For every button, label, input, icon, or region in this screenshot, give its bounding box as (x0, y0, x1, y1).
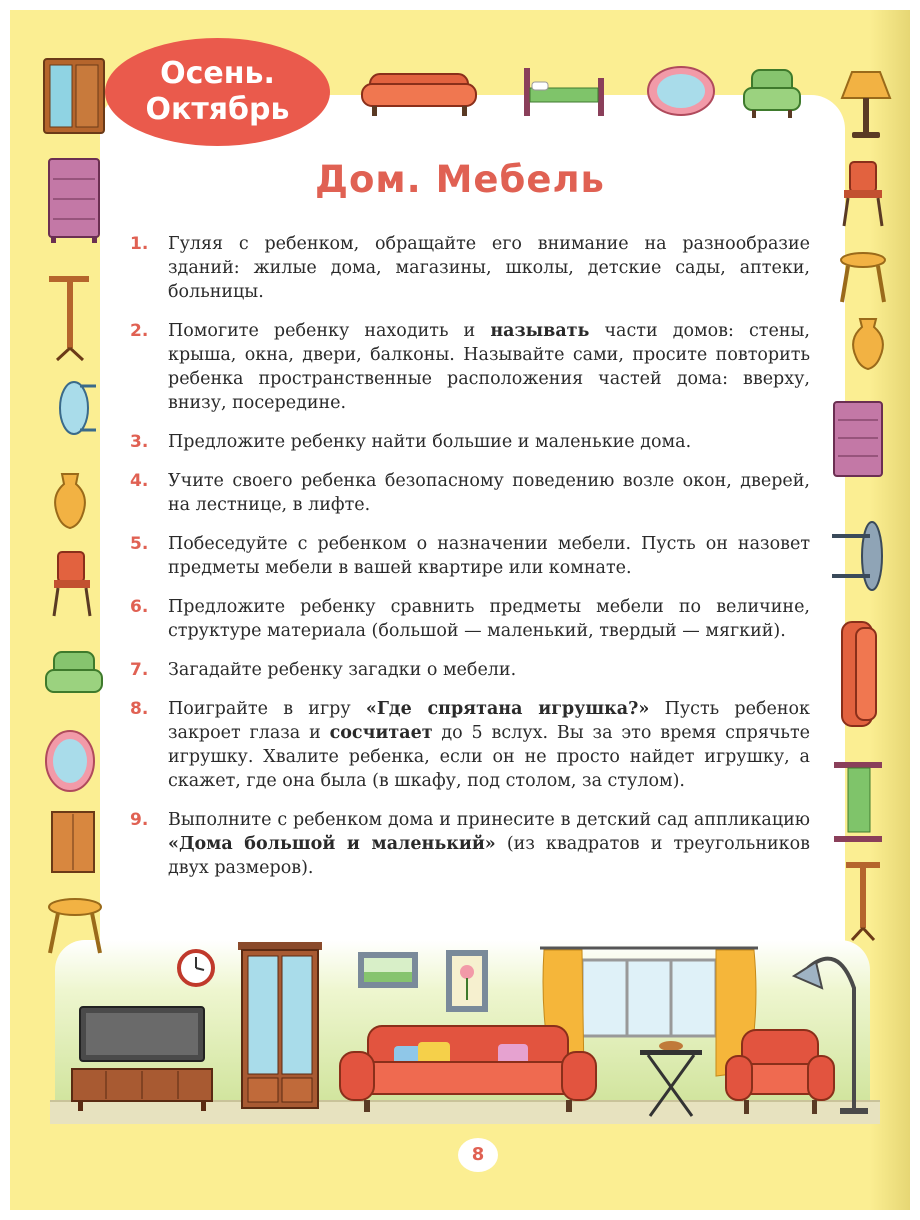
item-text-bold: называть (490, 321, 590, 341)
item-text-part: Предложите ребенку сравнить предметы мебели по величине, структуре материала (большой — маленький, твердый — мягкий). (168, 597, 810, 641)
list-item (130, 595, 810, 643)
mirror-icon (42, 728, 98, 794)
recommendations-list (130, 232, 810, 895)
stool-icon (836, 250, 890, 306)
list-item (130, 430, 810, 454)
season-badge-line1: Осень. (160, 56, 275, 91)
list-item (130, 532, 810, 580)
coat-rack-icon (842, 858, 886, 944)
wardrobe-icon (48, 808, 98, 878)
item-text-part: части домов: стены, крыша, окна, двери, балконы. Называйте сами, просите повторить ребенка пространственные расположения частей дома: вверху, внизу, посередине. (168, 321, 810, 413)
tv-icon (70, 1005, 214, 1113)
table-icon (48, 378, 100, 444)
item-text-bold: «Где спрятана игрушка?» (365, 699, 650, 719)
dresser-icon (830, 398, 886, 484)
sofa-icon (834, 618, 882, 730)
item-text (168, 469, 810, 517)
item-number: 5. (130, 534, 149, 554)
armchair-icon (742, 66, 802, 120)
list-item (130, 232, 810, 304)
item-text-part: до 5 вслух. Вы за это время спрячьте игрушку. Хвалите ребенка, если он не просто найдет игрушку, а скажет, где она была (в шкафу, под столом, за стулом). (168, 723, 810, 791)
vase-icon (48, 470, 92, 532)
stool-icon (44, 895, 106, 957)
item-number: 3. (130, 432, 149, 452)
armchair-icon (44, 648, 104, 702)
item-text-part: Предложите ребенку найти большие и маленькие дома. (168, 432, 692, 452)
list-item (130, 469, 810, 517)
item-text (168, 532, 810, 580)
wardrobe-icon (38, 55, 110, 137)
list-item (130, 697, 810, 793)
vase-icon (846, 315, 890, 371)
item-text (168, 319, 810, 415)
side-table-icon (636, 1038, 706, 1118)
item-text-part: Пусть ребенок закроет глаза и (168, 699, 810, 743)
list-item (130, 319, 810, 415)
page-title: Дом. Мебель (315, 158, 605, 201)
armchair-icon (724, 1026, 836, 1116)
item-number: 2. (130, 321, 149, 341)
item-number: 9. (130, 810, 149, 830)
item-text-part: Гуляя с ребенком, обращайте его внимание на разнообразие зданий: жилые дома, магазины, школы, детские сады, аптеки, больницы. (168, 234, 810, 302)
mirror-icon (645, 64, 717, 118)
table-icon (826, 518, 886, 594)
item-number: 6. (130, 597, 149, 617)
bed-icon (830, 758, 886, 846)
item-text-part: Выполните с ребенком дома и принесите в детский сад аппликацию (168, 810, 810, 830)
item-text (168, 430, 810, 454)
item-text-bold: «Дома большой и маленький» (168, 834, 496, 854)
list-item (130, 808, 810, 880)
chair-icon (48, 548, 100, 620)
picture-frame-icon (444, 948, 490, 1014)
item-number: 7. (130, 660, 149, 680)
item-text-part: Поиграйте в игру (168, 699, 366, 719)
item-text (168, 808, 810, 880)
item-text (168, 595, 810, 643)
list-item (130, 658, 810, 682)
item-text-part: Побеседуйте с ребенком о назначении мебели. Пусть он назовет предметы мебели в вашей квартире или комнате. (168, 534, 810, 578)
sofa-icon (338, 1022, 598, 1114)
item-text-part: Помогите ребенку находить и (168, 321, 491, 341)
lamp-icon (838, 68, 894, 144)
picture-frame-icon (356, 950, 420, 990)
page-number: 8 (458, 1138, 498, 1172)
bed-icon (520, 62, 608, 120)
item-text (168, 232, 810, 304)
item-text-part: (из квадратов и треугольников двух размеров). (168, 834, 810, 878)
item-number: 8. (130, 699, 149, 719)
season-badge (105, 38, 330, 146)
item-text (168, 658, 810, 682)
item-text-bold: сосчитает (329, 723, 433, 743)
coat-rack-icon (45, 272, 100, 362)
item-text-part: Учите своего ребенка безопасному поведению возле окон, дверей, на лестнице, в лифте. (168, 471, 810, 515)
season-badge-line2: Октябрь (145, 92, 290, 127)
sofa-icon (358, 68, 480, 120)
wardrobe-icon (236, 940, 324, 1112)
item-text (168, 697, 810, 793)
clock-icon (176, 948, 216, 988)
item-number: 4. (130, 471, 149, 491)
item-number: 1. (130, 234, 149, 254)
item-text-part: Загадайте ребенку загадки о мебели. (168, 660, 517, 680)
